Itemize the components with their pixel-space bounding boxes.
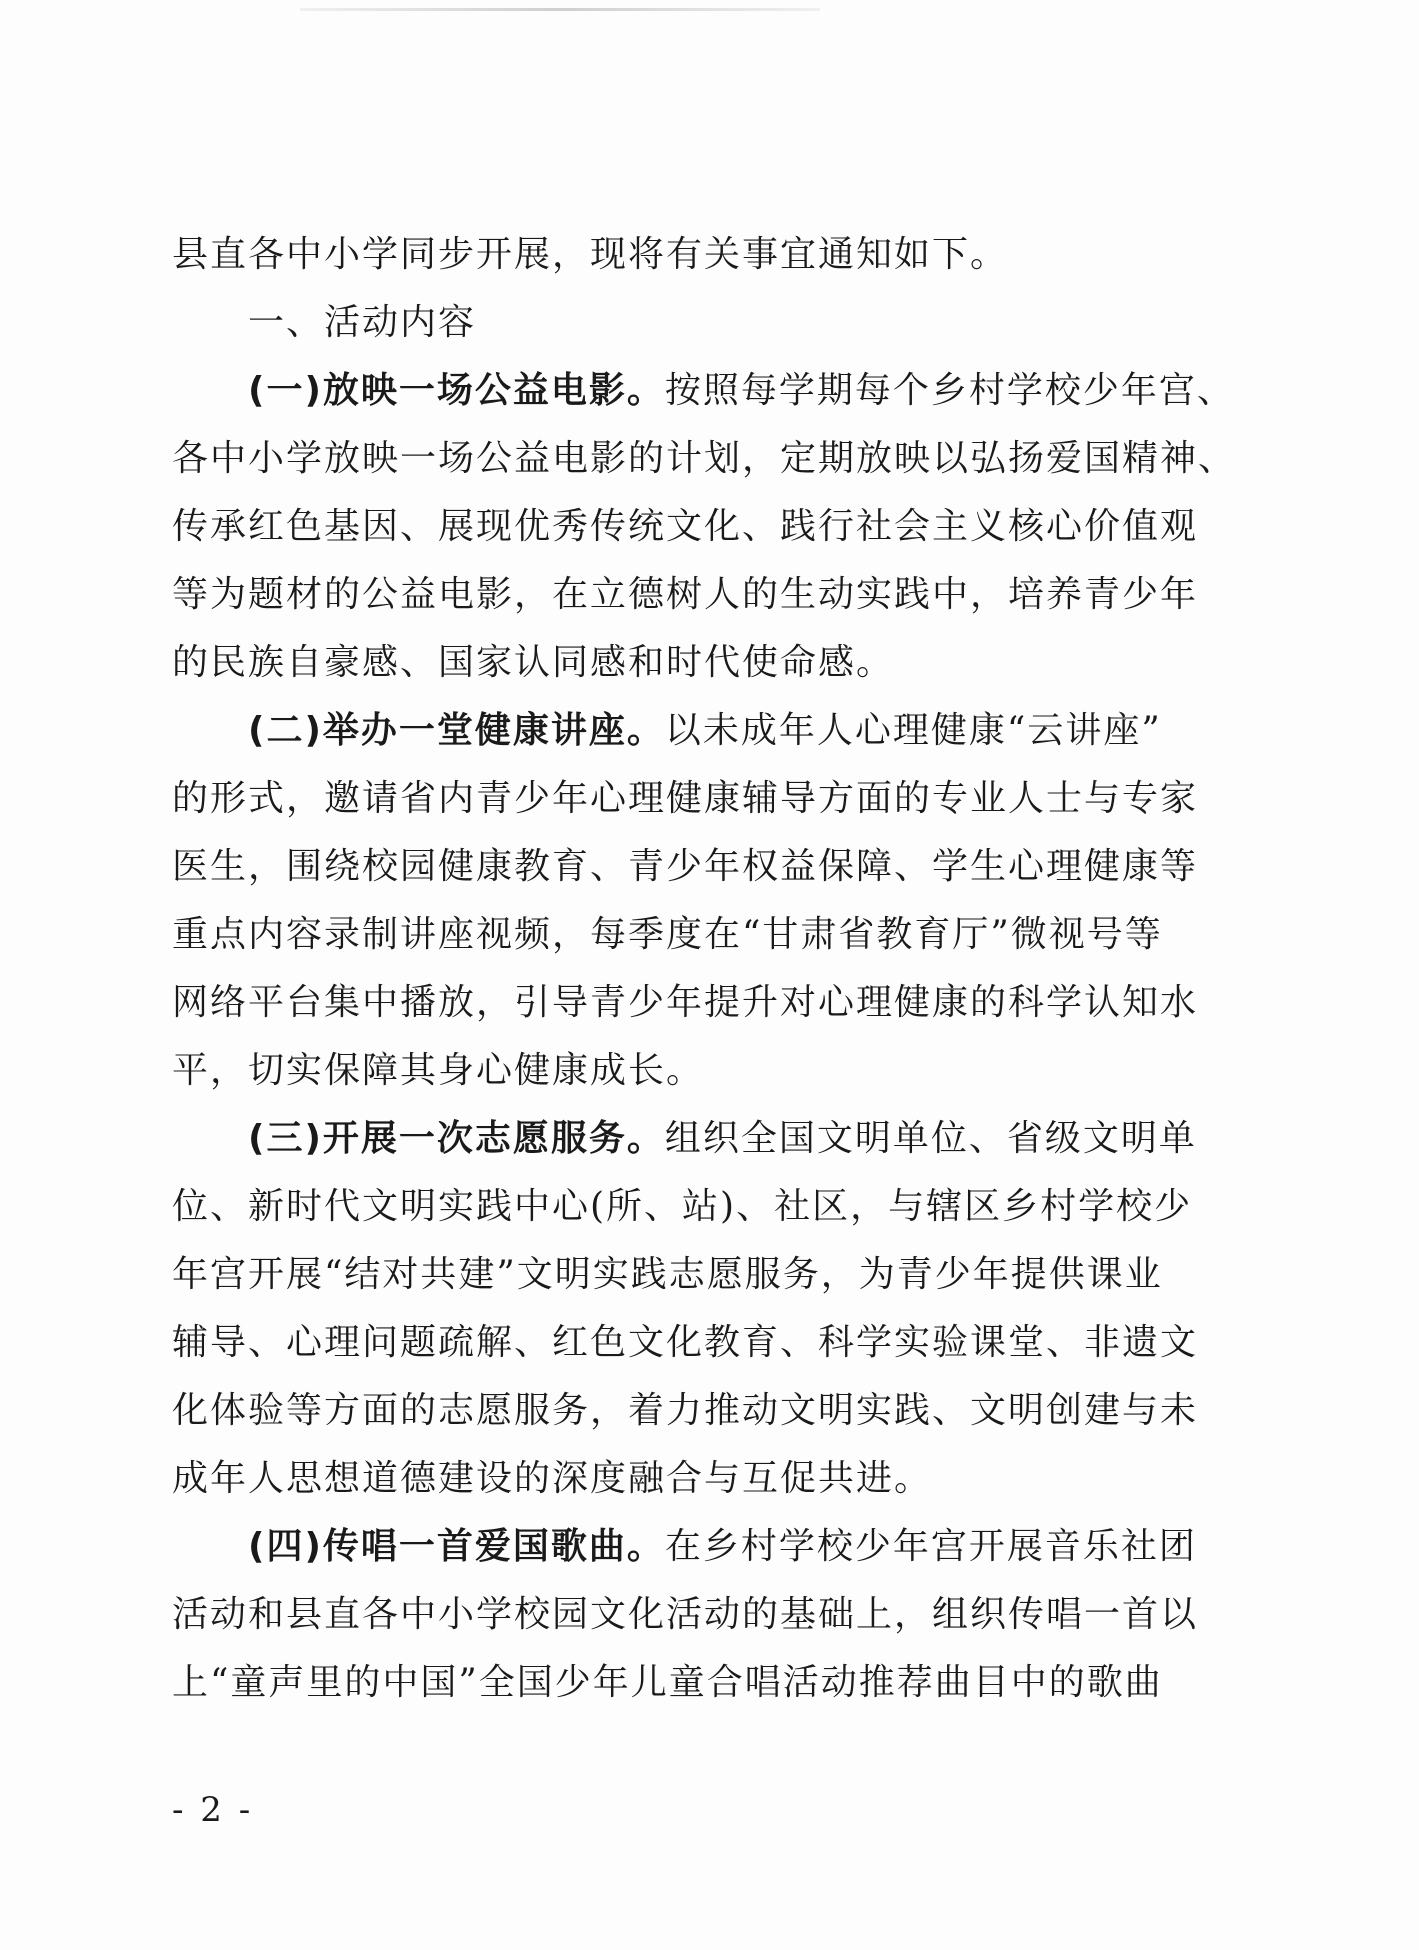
text-line: 县直各中小学同步开展，现将有关事宜通知如下。	[172, 234, 1009, 275]
paragraph-2-first-line	[248, 708, 1162, 754]
paragraph-3-first-line	[248, 1116, 1197, 1162]
paragraph-4-text: 在乡村学校少年宫开展音乐社团	[664, 1526, 1197, 1567]
paragraph-3-heading: (三)开展一次志愿服务。	[248, 1118, 665, 1159]
page-number: - 2 -	[172, 1790, 254, 1830]
paragraph-1-text: 按照每学期每个乡村学校少年宫、	[664, 370, 1235, 411]
paragraph-3-text: 组织全国文明单位、省级文明单	[664, 1118, 1197, 1159]
paragraph-1-heading: (一)放映一场公益电影。	[248, 370, 665, 411]
text-line: 上“童声里的中国”全国少年儿童合唱活动推荐曲目中的歌曲	[172, 1662, 1163, 1703]
paragraph-1-first-line	[248, 368, 1235, 414]
paragraph-4-heading: (四)传唱一首爱国歌曲。	[248, 1526, 665, 1567]
paragraph-2-heading: (二)举办一堂健康讲座。	[248, 710, 665, 751]
text-line: 等为题材的公益电影，在立德树人的生动实践中，培养青少年	[172, 574, 1199, 615]
text-line: 位、新时代文明实践中心(所、站)、社区，与辖区乡村学校少	[172, 1186, 1193, 1227]
paragraph-2-text: 以未成年人心理健康“云讲座”	[664, 710, 1162, 751]
text-line: 的民族自豪感、国家认同感和时代使命感。	[172, 642, 895, 683]
text-line: 网络平台集中播放，引导青少年提升对心理健康的科学认知水	[172, 982, 1199, 1023]
scan-artifact-line	[300, 8, 820, 11]
text-line: 辅导、心理问题疏解、红色文化教育、科学实验课堂、非遗文	[172, 1322, 1199, 1363]
section-heading: 一、活动内容	[248, 302, 477, 343]
text-line: 平，切实保障其身心健康成长。	[172, 1050, 705, 1091]
text-line: 传承红色基因、展现优秀传统文化、践行社会主义核心价值观	[172, 506, 1199, 547]
text-line: 重点内容录制讲座视频，每季度在“甘肃省教育厅”微视号等	[172, 914, 1163, 955]
text-line: 化体验等方面的志愿服务，着力推动文明实践、文明创建与未	[172, 1390, 1199, 1431]
text-line: 医生，围绕校园健康教育、青少年权益保障、学生心理健康等	[172, 846, 1199, 887]
text-line: 活动和县直各中小学校园文化活动的基础上，组织传唱一首以	[172, 1594, 1199, 1635]
text-line: 的形式，邀请省内青少年心理健康辅导方面的专业人士与专家	[172, 778, 1199, 819]
text-line: 年宫开展“结对共建”文明实践志愿服务，为青少年提供课业	[172, 1254, 1163, 1295]
paragraph-4-first-line	[248, 1524, 1197, 1570]
text-line: 成年人思想道德建设的深度融合与互促共进。	[172, 1458, 933, 1499]
text-line: 各中小学放映一场公益电影的计划，定期放映以弘扬爱国精神、	[172, 438, 1237, 479]
